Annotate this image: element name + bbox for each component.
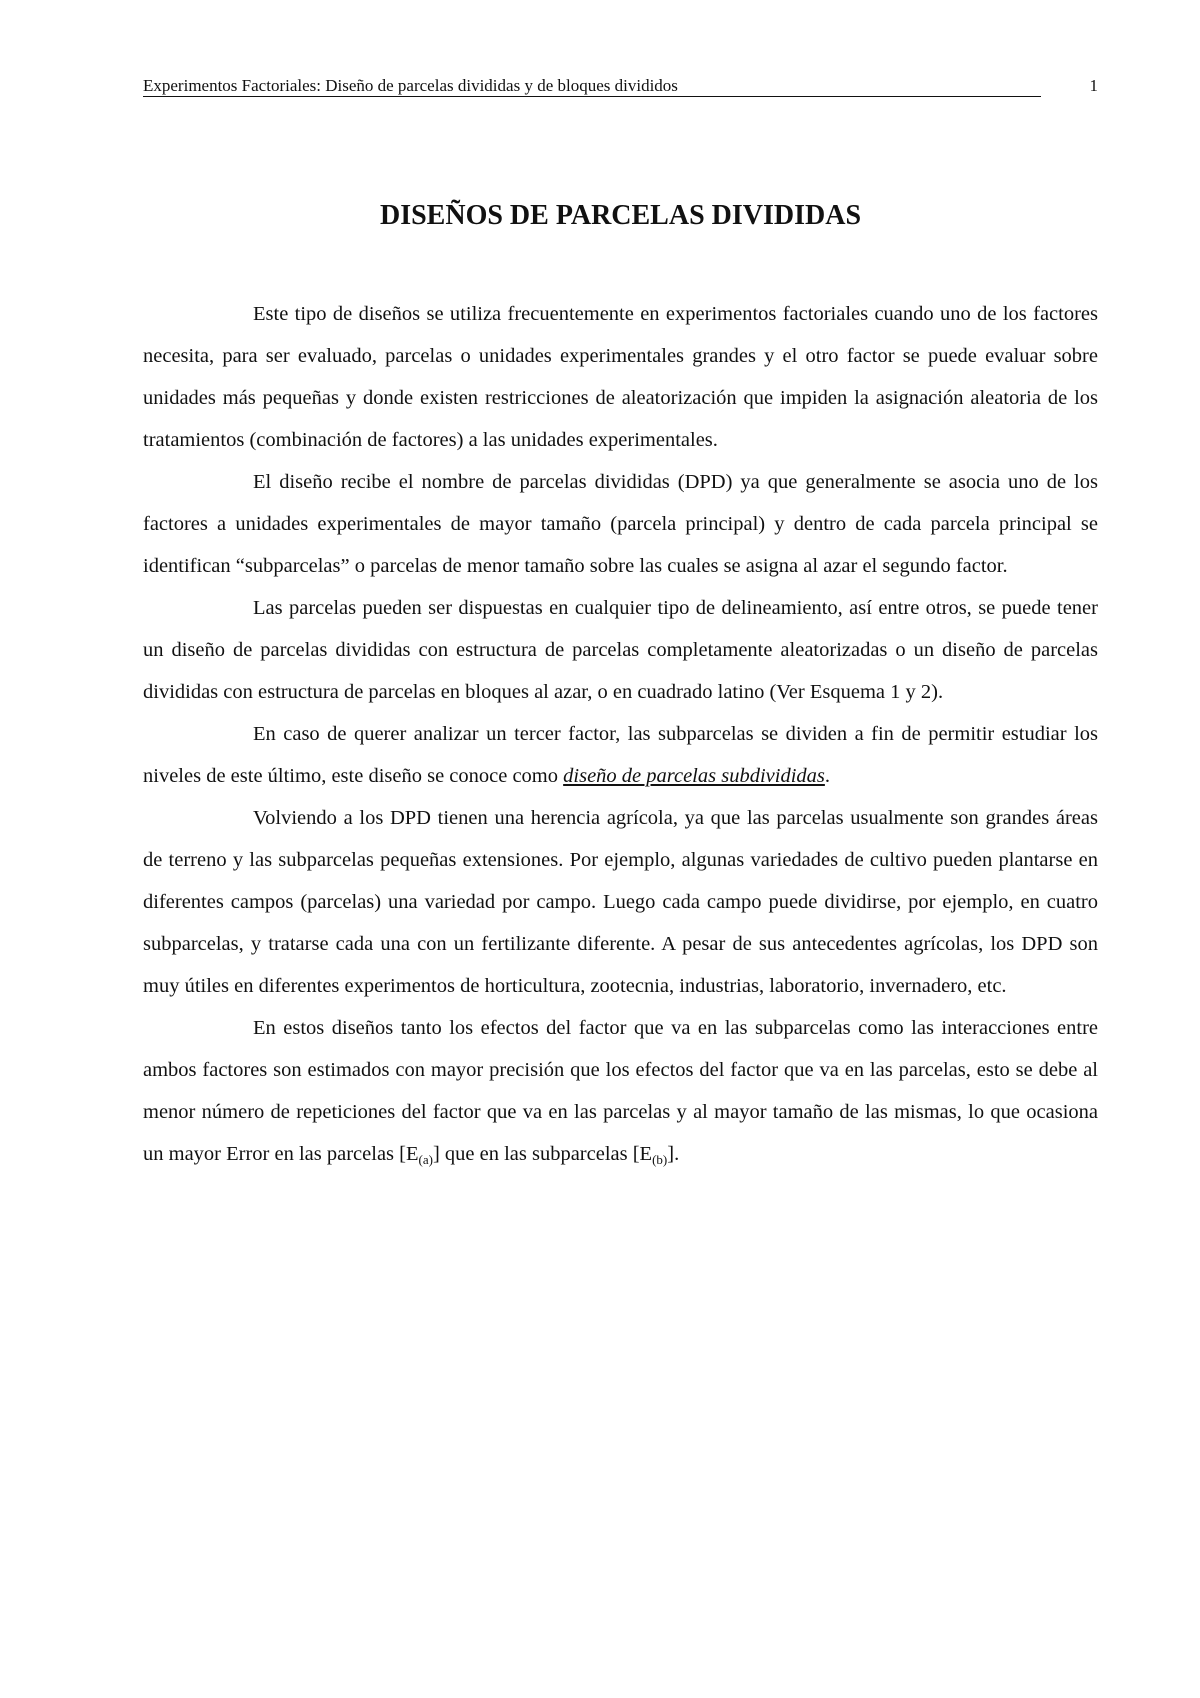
page-number: 1: [1089, 76, 1098, 95]
paragraph-3: Las parcelas pueden ser dispuestas en cualquier tipo de delineamiento, así entre otros, se puede tener un diseño de parcelas divididas con estructura de parcelas completamente aleatorizadas o un diseño de parcelas divididas con estructura de parcelas en bloques al azar, o en cuadrado latino (Ver Esquema 1 y 2).: [143, 597, 1098, 703]
header-title: Experimentos Factoriales: Diseño de parcelas divididas y de bloques divididos: [143, 74, 1041, 97]
term-parcelas-subdivididas: diseño de parcelas subdivididas: [563, 765, 825, 787]
paragraph-5: Volviendo a los DPD tienen una herencia agrícola, ya que las parcelas usualmente son grandes áreas de terreno y las subparcelas pequeñas extensiones. Por ejemplo, algunas variedades de cultivo pueden plantarse en diferentes campos (parcelas) una variedad por campo. Luego cada campo puede dividirse, por ejemplo, en cuatro subparcelas, y tratarse cada una con un fertilizante diferente. A pesar de sus antecedentes agrícolas, los DPD son muy útiles en diferentes experimentos de horticultura, zootecnia, industrias, laboratorio, invernadero, etc.: [143, 807, 1098, 997]
paragraph-1: Este tipo de diseños se utiliza frecuentemente en experimentos factoriales cuando uno de los factores necesita, para ser evaluado, parcelas o unidades experimentales grandes y el otro factor se puede evaluar sobre unidades más pequeñas y donde existen restricciones de aleatorización que impiden la asignación aleatoria de los tratamientos (combinación de factores) a las unidades experimentales.: [143, 303, 1098, 451]
running-header: [143, 74, 1098, 98]
paragraph-4-end: .: [824, 765, 830, 787]
subscript-a: (a): [418, 1152, 433, 1167]
paragraph-4-text: En caso de querer analizar un tercer factor, las subparcelas se dividen a fin de permitir estudiar los niveles de este último, este diseño se conoce como: [143, 723, 1098, 787]
subscript-b: (b): [652, 1152, 668, 1167]
paragraph-6-text-3: ].: [667, 1143, 680, 1165]
paragraph-6: [143, 1007, 1098, 1175]
paragraph-4: [143, 713, 1098, 797]
paragraph-2: El diseño recibe el nombre de parcelas divididas (DPD) ya que generalmente se asocia uno de los factores a unidades experimentales de mayor tamaño (parcela principal) y dentro de cada parcela principal se identifican “subparcelas” o parcelas de menor tamaño sobre las cuales se asigna al azar el segundo factor.: [143, 471, 1098, 577]
paragraph-6-text-2: ] que en las subparcelas [E: [432, 1143, 653, 1165]
paragraph-6-text-1: En estos diseños tanto los efectos del factor que va en las subparcelas como las interacciones entre ambos factores son estimados con mayor precisión que los efectos del factor que va en las parcelas, esto se debe al menor número de repeticiones del factor que va en las parcelas y al mayor tamaño de las mismas, lo que ocasiona un mayor Error en las parcelas [E: [143, 1017, 1098, 1165]
document-title: DISEÑOS DE PARCELAS DIVIDIDAS: [379, 200, 862, 231]
document-body: [143, 293, 1098, 1175]
